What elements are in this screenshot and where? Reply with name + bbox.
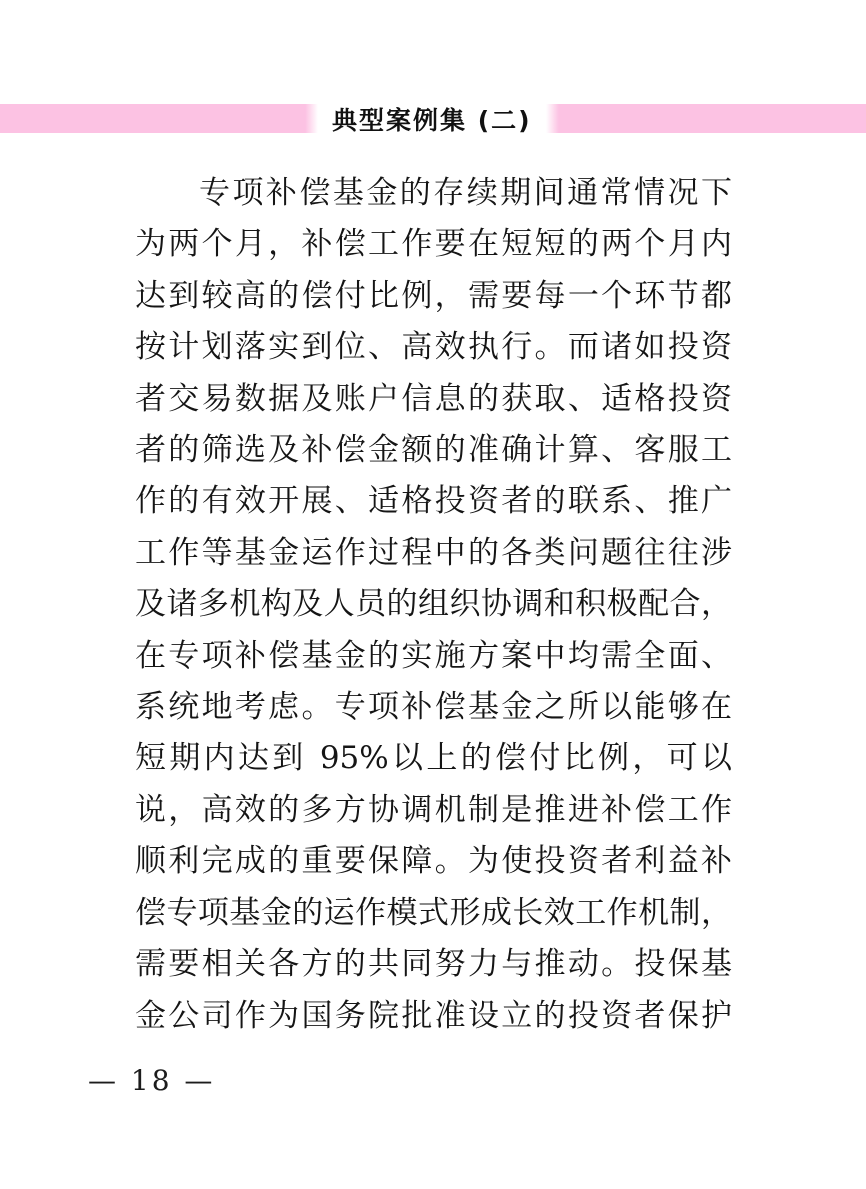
text-line: 顺利完成的重要保障。为使投资者利益补	[135, 843, 732, 880]
text-line: 系统地考虑。专项补偿基金之所以能够在	[135, 689, 732, 726]
text-line: 及诸多机构及人员的组织协调和积极配合，	[135, 586, 732, 623]
page-footer	[88, 1064, 215, 1097]
header-band-left	[0, 104, 318, 133]
text-line: 达到较高的偿付比例，需要每一个环节都	[135, 277, 732, 314]
text-line: 工作等基金运作过程中的各类问题往往涉	[135, 534, 732, 571]
running-head-title: 典型案例集 (二)	[332, 105, 532, 135]
header-band-right	[546, 104, 866, 133]
page-number: — 18 —	[88, 1064, 216, 1097]
text-line: 偿专项基金的运作模式形成长效工作机制，	[135, 894, 732, 931]
text-line: 按计划落实到位、高效执行。而诸如投资	[135, 329, 732, 366]
text-line: 短期内达到 95%以上的偿付比例，可以	[135, 740, 732, 777]
text-line: 在专项补偿基金的实施方案中均需全面、	[135, 637, 732, 674]
text-line: 说，高效的多方协调机制是推进补偿工作	[135, 791, 732, 828]
text-line: 金公司作为国务院批准设立的投资者保护	[135, 997, 732, 1034]
page-header	[0, 104, 866, 133]
text-line: 专项补偿基金的存续期间通常情况下	[199, 175, 732, 211]
text-line: 为两个月，补偿工作要在短短的两个月内	[135, 226, 732, 263]
text-line: 者交易数据及账户信息的获取、适格投资	[135, 380, 732, 417]
text-line: 需要相关各方的共同努力与推动。投保基	[135, 946, 732, 983]
text-line: 者的筛选及补偿金额的准确计算、客服工	[135, 432, 732, 469]
text-line: 作的有效开展、适格投资者的联系、推广	[135, 483, 732, 520]
page-body	[135, 168, 732, 1042]
paragraph	[135, 168, 732, 1042]
